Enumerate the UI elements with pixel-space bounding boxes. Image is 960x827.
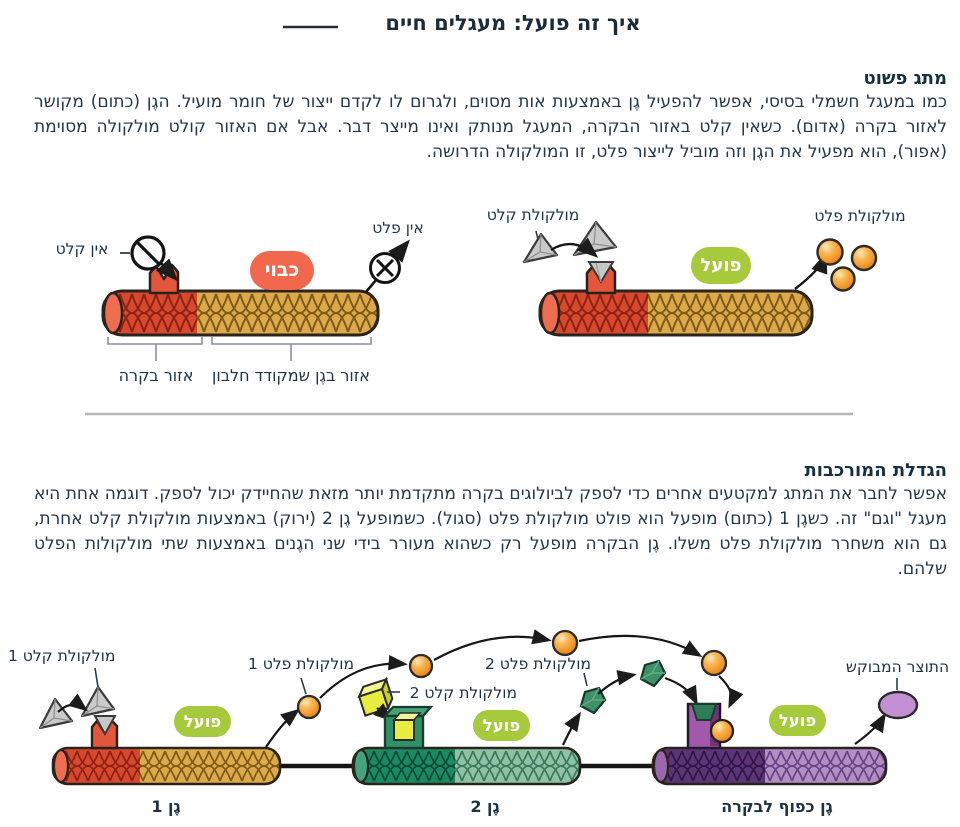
- output1-label: מולקולת פלט 1: [247, 655, 355, 673]
- control-region-label: אזור בקרה: [118, 366, 194, 385]
- gene3-label: גֶן כפוף לבקרה: [721, 797, 833, 816]
- gene1-label: גֶן 1: [151, 797, 181, 816]
- input-molecule-label: מולקולת קלט: [486, 206, 580, 224]
- no-input-label: אין קלט: [55, 240, 109, 258]
- gene3-on-badge: פועל: [769, 705, 826, 736]
- output-molecule-label: מולקולת פלט: [814, 207, 906, 225]
- section1-paragraph: כמו במעגל חשמלי בסיסי, אפשר להפעיל גֶן באמצעות אות מסוים, ולגרום לו לקדם ייצור של חומר מועיל. הגֶן (כתום) מקושר לאזור בקרה (אדום). כשאין קלט באזור הבקרה, המעגל מנותק ואינו מייצר דבר. אבל אם האזור קולט מולקולה מסוימת (אפור), הוא מפעיל את הגֶן וזה מוביל לייצור פלט, זו המולקולה הדרושה.: [34, 92, 947, 162]
- gene3-cylinder: [653, 748, 886, 784]
- output2-label: מולקולת פלט 2: [484, 655, 592, 673]
- input1-label: מולקולת קלט 1: [8, 647, 116, 665]
- gene3-receptor-icon: [688, 704, 733, 748]
- section1-heading: מתג פשוט: [863, 68, 947, 89]
- region-brackets: [108, 337, 371, 361]
- no-output-label: אין פלט: [372, 219, 424, 237]
- section2-paragraph: אפשר לחבר את המתג למקטעים אחרים כדי לספק לביולוגים בקרה מתקדמת יותר מזאת שהחיידק יכול לספק. דוגמה אחת היא מעגל "וגם" זה. כשגֶן 1 (כתום) מופעל הוא פולט מולקולת פלט (סגול). כשמופעל גֶן 2 (ירוק) באמצעות מולקולת קלט אחרת, גם הוא משחרר מולקולת פלט משלו. גֶן הבקרה מופעל רק כשהוא מעורר בידי שני הגֶנים באמצעות שתי מולקולות הפלט שלהם.: [34, 484, 947, 579]
- input2-label: מולקולת קלט 2: [409, 684, 517, 702]
- coding-region-label: אזור בגֶן שמקודד חלבון: [212, 366, 370, 385]
- output-molecules-icons: [795, 240, 876, 291]
- gene1-receptor-icon: [92, 716, 117, 748]
- docked-receptor-icon: [587, 262, 615, 293]
- off-state-badge: כבוי: [250, 251, 314, 290]
- dna-cylinder-off: [103, 291, 378, 335]
- gene1-cylinder: [53, 748, 280, 784]
- page-title: איך זה פועל: מעגלים חיים: [385, 11, 641, 35]
- gene2-label: גֶן 2: [470, 797, 500, 816]
- gene2-on-badge: פועל: [473, 710, 530, 741]
- no-output-icon: [366, 243, 407, 292]
- gene1-on-badge: פועל: [174, 706, 231, 737]
- input-molecule-gray-icons: [524, 222, 616, 262]
- gene2-cylinder: [353, 748, 580, 784]
- dna-cylinder-on: [540, 291, 812, 335]
- on-state-badge: פועל: [691, 247, 751, 284]
- product-icon: [855, 678, 917, 744]
- gene2-receptor-icon: [385, 707, 431, 748]
- product-label: התוצר המבוקש: [845, 658, 950, 676]
- section2-heading: הגדלת המורכבות: [804, 460, 947, 481]
